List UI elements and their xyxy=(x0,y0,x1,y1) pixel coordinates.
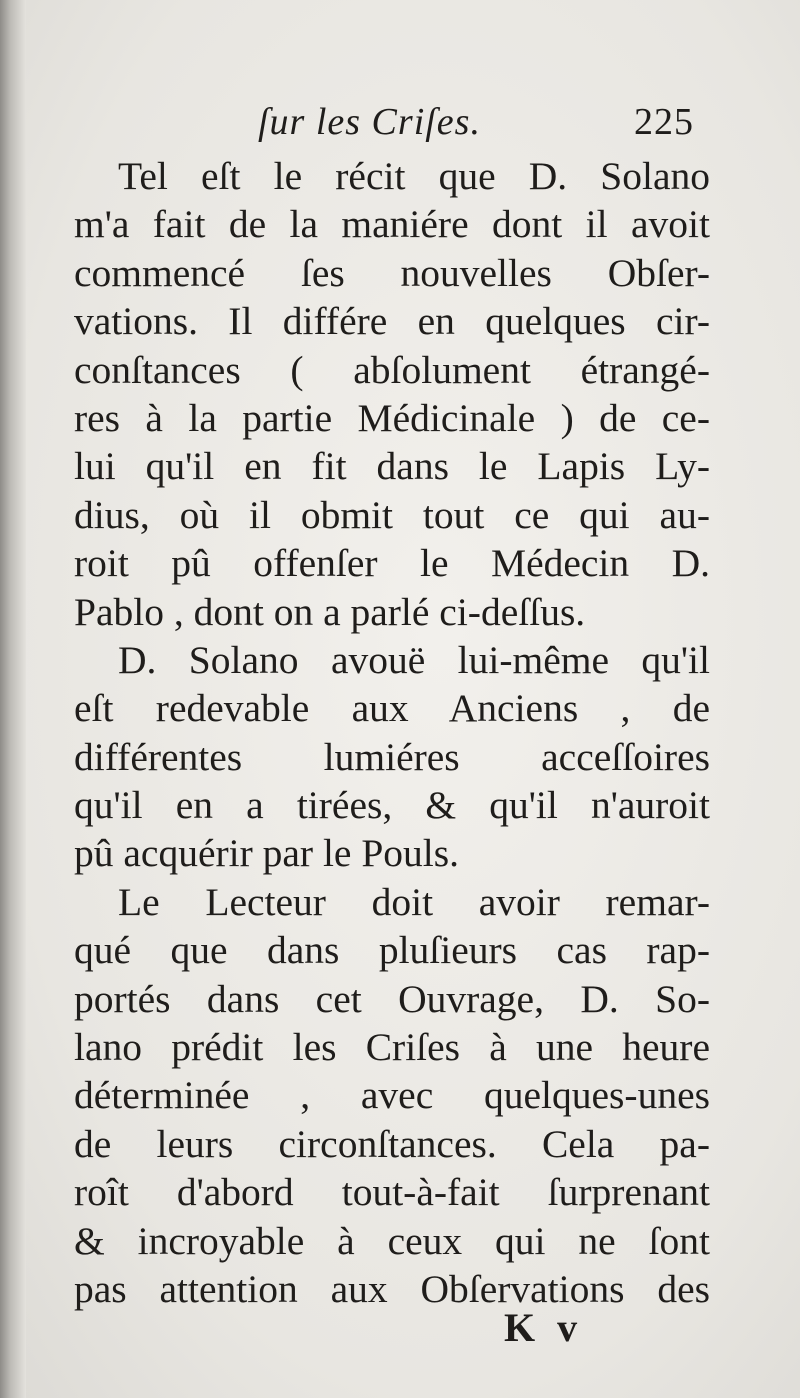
text-line: commencé ſes nouvelles Obſer- xyxy=(74,250,710,295)
text-line: pas attention aux Obſervations des xyxy=(74,1266,710,1311)
text-line: lano prédit les Criſes à une heure xyxy=(74,1025,710,1070)
text-line: D. Solano avouë lui-même qu'il xyxy=(118,637,710,682)
text-line: différentes lumiéres acceſſoires xyxy=(74,734,710,779)
catchword: K v xyxy=(504,1305,584,1350)
text-line: de leurs circonſtances. Cela pa- xyxy=(74,1121,710,1166)
running-head: ſur les Criſes. xyxy=(258,101,481,143)
text-line: Tel eſt le récit que D. Solano xyxy=(118,154,710,198)
text-line: & incroyable à ceux qui ne ſont xyxy=(74,1218,710,1263)
text-line: roît d'abord tout-à-fait ſurprenant xyxy=(74,1170,710,1215)
text-line: Le Lecteur doit avoir remar- xyxy=(118,879,710,924)
text-line: qué que dans pluſieurs cas rap- xyxy=(74,928,710,973)
body-text xyxy=(74,152,710,1313)
page-number: 225 xyxy=(634,101,694,143)
text-line: roit pû offenſer le Médecin D. xyxy=(74,541,710,586)
text-line: eſt redevable aux Anciens , de xyxy=(74,686,710,731)
text-line: qu'il en a tirées, & qu'il n'auroit xyxy=(74,783,710,828)
text-line: conſtances ( abſolument étrangé- xyxy=(74,347,710,392)
text-line: res à la partie Médicinale ) de ce- xyxy=(74,395,710,440)
text-line: pû acquérir par le Pouls. xyxy=(74,831,460,876)
text-line: lui qu'il en fit dans le Lapis Ly- xyxy=(74,444,710,489)
text-line: vations. Il différe en quelques cir- xyxy=(74,299,710,344)
page-gutter-shadow xyxy=(0,0,26,1398)
text-line: m'a fait de la maniére dont il avoit xyxy=(74,202,710,247)
text-line: dius, où il obmit tout ce qui au- xyxy=(74,492,710,537)
page-header xyxy=(0,100,800,148)
text-line: portés dans cet Ouvrage, D. So- xyxy=(74,976,710,1021)
text-line: déterminée , avec quelques-unes xyxy=(74,1073,710,1118)
text-line: Pablo , dont on a parlé ci-deſſus. xyxy=(74,589,586,634)
